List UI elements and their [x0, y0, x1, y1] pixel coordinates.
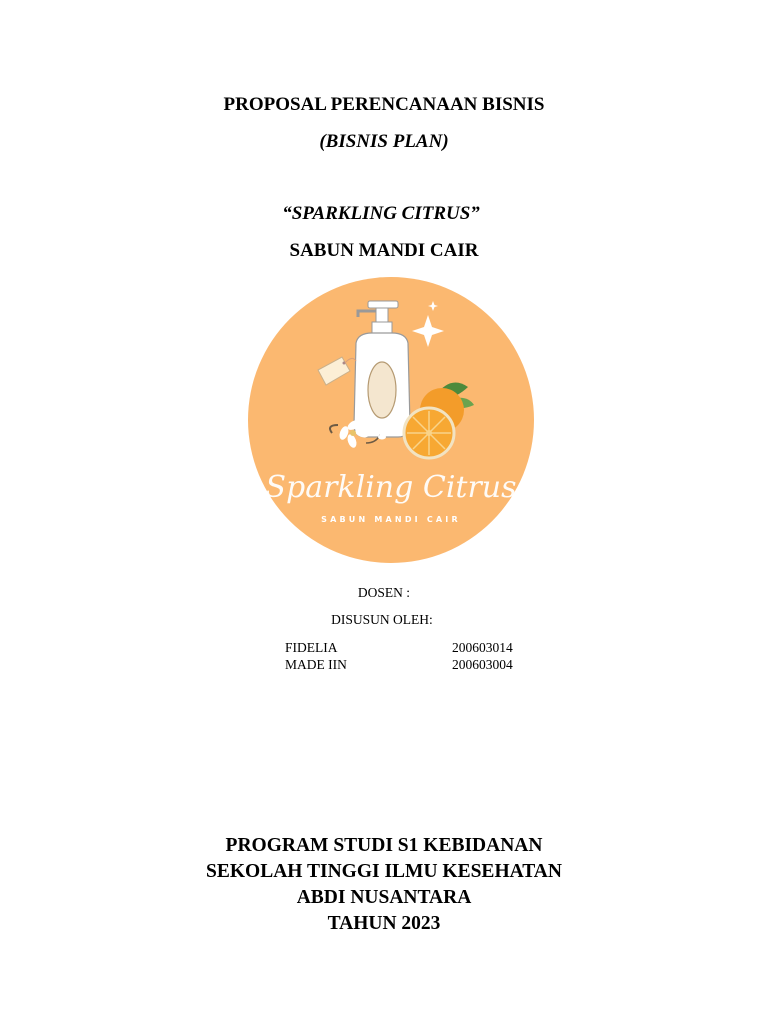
document-subtitle: (BISNIS PLAN) [319, 131, 449, 152]
product-type: SABUN MANDI CAIR [289, 240, 479, 261]
author-nim: 200603014 [452, 640, 513, 655]
footer-school: SEKOLAH TINGGI ILMU KESEHATAN [206, 861, 562, 882]
footer-year: TAHUN 2023 [327, 913, 441, 934]
disusun-label: DISUSUN OLEH: [331, 612, 433, 627]
footer-institution: ABDI NUSANTARA [296, 887, 472, 908]
author-nim: 200603004 [452, 657, 513, 672]
author-name: MADE IIN [285, 657, 347, 672]
author-name: FIDELIA [285, 640, 338, 655]
logo-script-text: Sparkling Citrus [265, 470, 517, 505]
logo-tagline: SABUN MANDI CAIR [321, 515, 461, 524]
product-name: “SPARKLING CITRUS” [282, 203, 480, 224]
document-title: PROPOSAL PERENCANAAN BISNIS [223, 94, 545, 115]
dosen-label: DOSEN : [357, 585, 411, 600]
footer-program: PROGRAM STUDI S1 KEBIDANAN [225, 835, 543, 856]
product-logo [246, 275, 536, 565]
